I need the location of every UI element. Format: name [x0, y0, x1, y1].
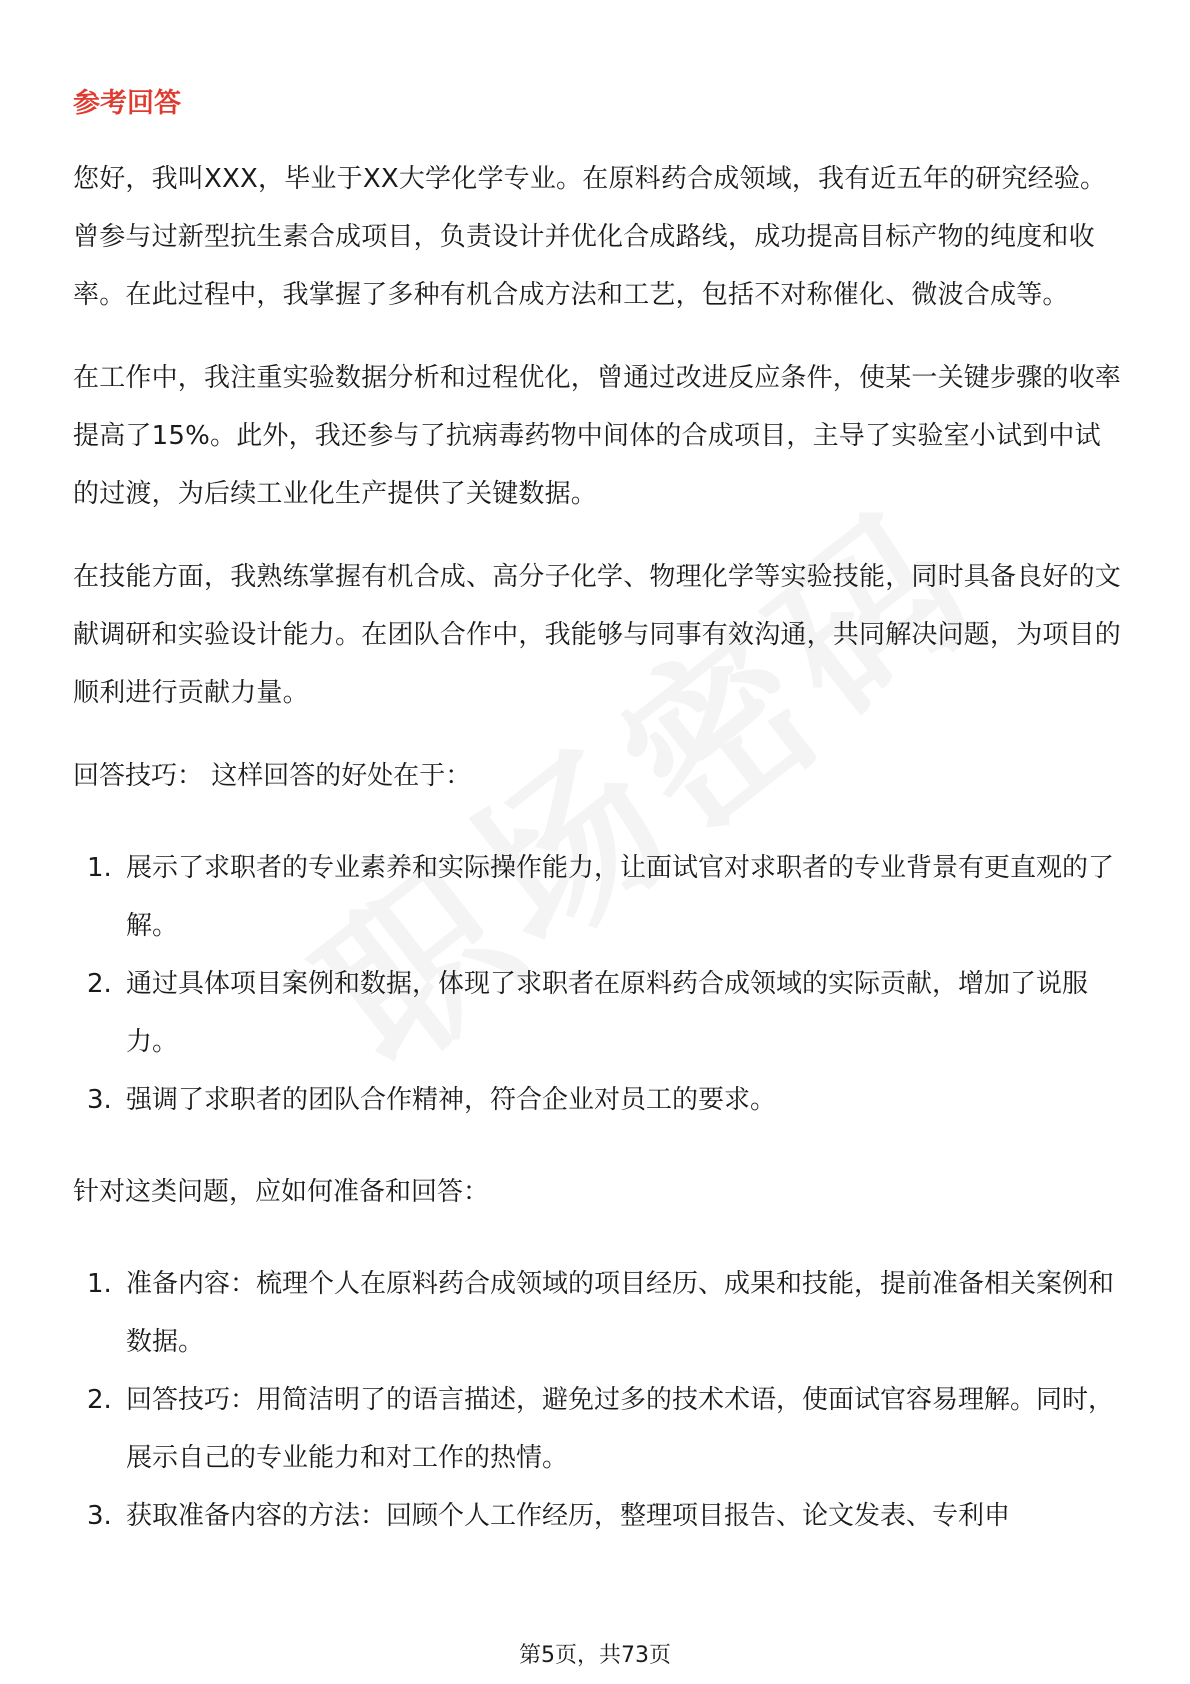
list-number: 3.: [87, 1085, 112, 1115]
list-text: 通过具体项目案例和数据，体现了求职者在原料药合成领域的实际贡献，增加了说服力。: [126, 969, 1089, 1057]
tips-list: [73, 839, 1123, 1129]
list-item: [73, 1071, 1123, 1129]
prep-list: [73, 1255, 1123, 1545]
list-text: 准备内容：梳理个人在原料药合成领域的项目经历、成果和技能，提前准备相关案例和数据。: [126, 1269, 1115, 1357]
list-number: 3.: [87, 1501, 112, 1531]
page-footer: 第5页，共73页: [519, 1643, 671, 1668]
list-number: 1.: [87, 1269, 112, 1299]
list-item: [73, 1255, 1123, 1371]
list-item: [73, 955, 1123, 1071]
list-number: 2.: [87, 969, 112, 999]
list-item: [73, 1487, 1123, 1545]
list-text: 获取准备内容的方法：回顾个人工作经历，整理项目报告、论文发表、专利申: [126, 1501, 1011, 1531]
prep-intro: 针对这类问题，应如何准备和回答：: [73, 1177, 490, 1207]
answer-paragraph-3: 在技能方面，我熟练掌握有机合成、高分子化学、物理化学等实验技能，同时具备良好的文献调研和实验设计能力。在团队合作中，我能够与同事有效沟通，共同解决问题，为项目的顺利进行贡献力量。: [73, 562, 1122, 708]
answer-paragraph-1: 您好，我叫XXX，毕业于XX大学化学专业。在原料药合成领域，我有近五年的研究经验。曾参与过新型抗生素合成项目，负责设计并优化合成路线，成功提高目标产物的纯度和收率。在此过程中，我掌握了多种有机合成方法和工艺，包括不对称催化、微波合成等。: [73, 164, 1107, 310]
list-number: 2.: [87, 1385, 112, 1415]
answer-paragraph-2: 在工作中，我注重实验数据分析和过程优化，曾通过改进反应条件，使某一关键步骤的收率提高了15%。此外，我还参与了抗病毒药物中间体的合成项目，主导了实验室小试到中试的过渡，为后续工业化生产提供了关键数据。: [73, 363, 1122, 509]
section-heading: 参考回答: [73, 88, 181, 119]
list-item: [73, 839, 1123, 955]
list-number: 1.: [87, 853, 112, 883]
list-text: 回答技巧：用简洁明了的语言描述，避免过多的技术术语，使面试官容易理解。同时，展示自己的专业能力和对工作的热情。: [126, 1385, 1115, 1473]
tips-intro: 回答技巧： 这样回答的好处在于：: [73, 761, 472, 791]
content-area: [73, 84, 1123, 1579]
list-item: [73, 1371, 1123, 1487]
list-text: 展示了求职者的专业素养和实际操作能力，让面试官对求职者的专业背景有更直观的了解。: [126, 853, 1115, 941]
list-text: 强调了求职者的团队合作精神，符合企业对员工的要求。: [126, 1085, 777, 1115]
